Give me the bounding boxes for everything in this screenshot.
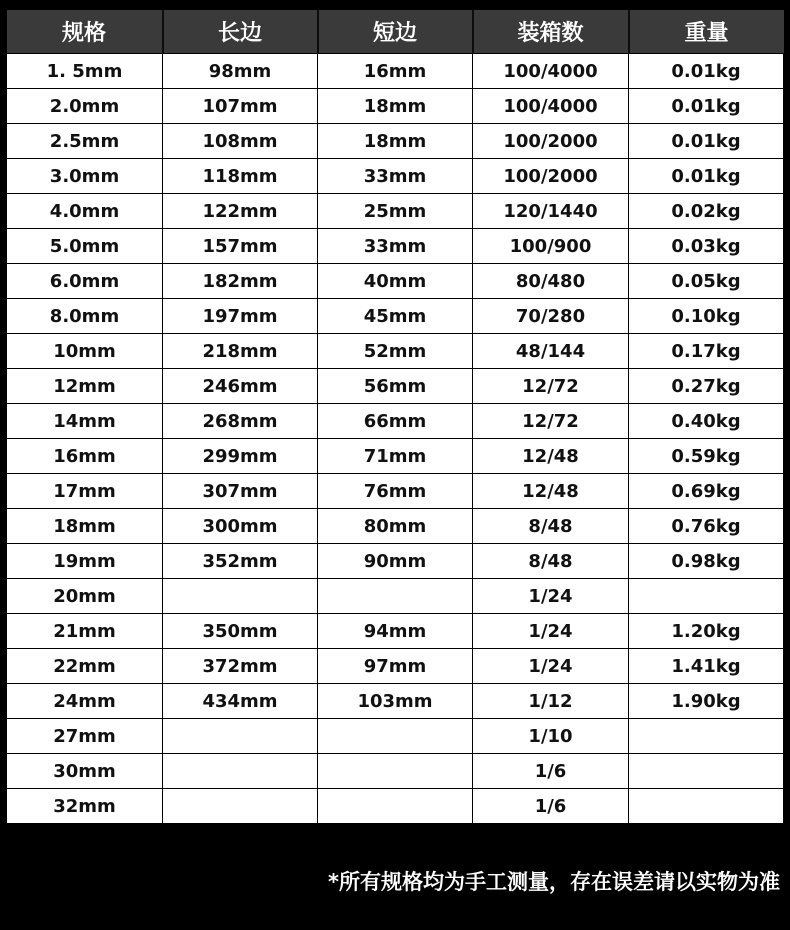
- table-row: [7, 789, 784, 824]
- table-row: [7, 89, 784, 124]
- cell-long-side: 246mm: [163, 369, 318, 404]
- table-row: [7, 54, 784, 89]
- cell-packing-qty: 100/4000: [473, 89, 629, 124]
- header-weight: 重量: [629, 10, 784, 54]
- cell-weight: [629, 579, 784, 614]
- cell-long-side: 268mm: [163, 404, 318, 439]
- cell-short-side: 33mm: [318, 159, 473, 194]
- cell-packing-qty: 1/24: [473, 649, 629, 684]
- cell-long-side: 118mm: [163, 159, 318, 194]
- table-body: [7, 54, 784, 824]
- cell-long-side: 108mm: [163, 124, 318, 159]
- table-row: [7, 649, 784, 684]
- cell-long-side: 157mm: [163, 229, 318, 264]
- cell-short-side: 66mm: [318, 404, 473, 439]
- table-row: [7, 159, 784, 194]
- cell-weight: 0.02kg: [629, 194, 784, 229]
- cell-packing-qty: 80/480: [473, 264, 629, 299]
- cell-packing-qty: 12/48: [473, 439, 629, 474]
- cell-short-side: 94mm: [318, 614, 473, 649]
- cell-packing-qty: 120/1440: [473, 194, 629, 229]
- cell-weight: 0.03kg: [629, 229, 784, 264]
- table-header-row: [7, 10, 784, 54]
- cell-spec: 21mm: [7, 614, 163, 649]
- footnote: *所有规格均为手工测量，存在误差请以实物为准: [328, 870, 780, 894]
- cell-short-side: 33mm: [318, 229, 473, 264]
- cell-weight: 0.01kg: [629, 54, 784, 89]
- header-long-side: 长边: [163, 10, 318, 54]
- cell-weight: 0.69kg: [629, 474, 784, 509]
- cell-packing-qty: 1/6: [473, 754, 629, 789]
- cell-spec: 12mm: [7, 369, 163, 404]
- cell-short-side: [318, 789, 473, 824]
- cell-long-side: 372mm: [163, 649, 318, 684]
- cell-long-side: 107mm: [163, 89, 318, 124]
- table-row: [7, 299, 784, 334]
- cell-spec: 32mm: [7, 789, 163, 824]
- cell-spec: 27mm: [7, 719, 163, 754]
- table-row: [7, 369, 784, 404]
- cell-spec: 1. 5mm: [7, 54, 163, 89]
- cell-spec: 18mm: [7, 509, 163, 544]
- cell-short-side: 40mm: [318, 264, 473, 299]
- header-spec: 规格: [7, 10, 163, 54]
- cell-packing-qty: 1/10: [473, 719, 629, 754]
- table-row: [7, 474, 784, 509]
- table-row: [7, 124, 784, 159]
- cell-short-side: 52mm: [318, 334, 473, 369]
- cell-packing-qty: 100/900: [473, 229, 629, 264]
- cell-weight: 0.01kg: [629, 124, 784, 159]
- cell-long-side: 300mm: [163, 509, 318, 544]
- table-row: [7, 439, 784, 474]
- cell-short-side: [318, 719, 473, 754]
- cell-packing-qty: 1/6: [473, 789, 629, 824]
- cell-weight: 0.01kg: [629, 159, 784, 194]
- cell-spec: 2.0mm: [7, 89, 163, 124]
- cell-spec: 16mm: [7, 439, 163, 474]
- cell-packing-qty: 8/48: [473, 544, 629, 579]
- cell-long-side: 352mm: [163, 544, 318, 579]
- cell-short-side: 103mm: [318, 684, 473, 719]
- cell-weight: 0.98kg: [629, 544, 784, 579]
- cell-short-side: [318, 579, 473, 614]
- cell-weight: 0.10kg: [629, 299, 784, 334]
- cell-spec: 20mm: [7, 579, 163, 614]
- table-row: [7, 334, 784, 369]
- cell-short-side: 56mm: [318, 369, 473, 404]
- cell-packing-qty: 1/24: [473, 579, 629, 614]
- cell-weight: 0.17kg: [629, 334, 784, 369]
- table-row: [7, 509, 784, 544]
- cell-packing-qty: 12/72: [473, 404, 629, 439]
- cell-spec: 19mm: [7, 544, 163, 579]
- cell-short-side: 16mm: [318, 54, 473, 89]
- cell-long-side: 350mm: [163, 614, 318, 649]
- cell-weight: 0.76kg: [629, 509, 784, 544]
- cell-packing-qty: 70/280: [473, 299, 629, 334]
- cell-weight: 1.41kg: [629, 649, 784, 684]
- cell-long-side: [163, 579, 318, 614]
- table-row: [7, 194, 784, 229]
- cell-short-side: 18mm: [318, 124, 473, 159]
- cell-packing-qty: 8/48: [473, 509, 629, 544]
- cell-packing-qty: 1/24: [473, 614, 629, 649]
- cell-packing-qty: 100/2000: [473, 124, 629, 159]
- cell-short-side: 97mm: [318, 649, 473, 684]
- table-row: [7, 404, 784, 439]
- cell-packing-qty: 1/12: [473, 684, 629, 719]
- cell-packing-qty: 100/4000: [473, 54, 629, 89]
- cell-packing-qty: 100/2000: [473, 159, 629, 194]
- cell-short-side: 90mm: [318, 544, 473, 579]
- cell-long-side: 182mm: [163, 264, 318, 299]
- cell-spec: 17mm: [7, 474, 163, 509]
- table-row: [7, 754, 784, 789]
- cell-long-side: 98mm: [163, 54, 318, 89]
- cell-long-side: [163, 754, 318, 789]
- cell-short-side: 80mm: [318, 509, 473, 544]
- cell-weight: [629, 719, 784, 754]
- cell-short-side: 76mm: [318, 474, 473, 509]
- cell-weight: 1.20kg: [629, 614, 784, 649]
- table-row: [7, 684, 784, 719]
- cell-spec: 4.0mm: [7, 194, 163, 229]
- cell-weight: [629, 754, 784, 789]
- cell-packing-qty: 12/72: [473, 369, 629, 404]
- cell-long-side: 299mm: [163, 439, 318, 474]
- cell-weight: 0.01kg: [629, 89, 784, 124]
- cell-long-side: [163, 789, 318, 824]
- cell-long-side: 307mm: [163, 474, 318, 509]
- cell-spec: 24mm: [7, 684, 163, 719]
- cell-long-side: 122mm: [163, 194, 318, 229]
- cell-weight: 0.27kg: [629, 369, 784, 404]
- cell-spec: 10mm: [7, 334, 163, 369]
- cell-long-side: 197mm: [163, 299, 318, 334]
- cell-short-side: [318, 754, 473, 789]
- cell-packing-qty: 12/48: [473, 474, 629, 509]
- cell-spec: 14mm: [7, 404, 163, 439]
- cell-short-side: 45mm: [318, 299, 473, 334]
- cell-spec: 3.0mm: [7, 159, 163, 194]
- spec-table: [6, 10, 784, 824]
- cell-spec: 30mm: [7, 754, 163, 789]
- cell-long-side: 218mm: [163, 334, 318, 369]
- table-row: [7, 229, 784, 264]
- cell-short-side: 25mm: [318, 194, 473, 229]
- table-row: [7, 264, 784, 299]
- cell-weight: [629, 789, 784, 824]
- cell-weight: 0.05kg: [629, 264, 784, 299]
- cell-spec: 8.0mm: [7, 299, 163, 334]
- table-row: [7, 719, 784, 754]
- cell-spec: 2.5mm: [7, 124, 163, 159]
- cell-weight: 0.40kg: [629, 404, 784, 439]
- header-packing-qty: 装箱数: [473, 10, 629, 54]
- table-row: [7, 579, 784, 614]
- cell-packing-qty: 48/144: [473, 334, 629, 369]
- cell-weight: 0.59kg: [629, 439, 784, 474]
- cell-short-side: 18mm: [318, 89, 473, 124]
- table-row: [7, 544, 784, 579]
- cell-long-side: 434mm: [163, 684, 318, 719]
- cell-short-side: 71mm: [318, 439, 473, 474]
- header-short-side: 短边: [318, 10, 473, 54]
- cell-long-side: [163, 719, 318, 754]
- table-row: [7, 614, 784, 649]
- cell-spec: 6.0mm: [7, 264, 163, 299]
- cell-spec: 22mm: [7, 649, 163, 684]
- cell-spec: 5.0mm: [7, 229, 163, 264]
- cell-weight: 1.90kg: [629, 684, 784, 719]
